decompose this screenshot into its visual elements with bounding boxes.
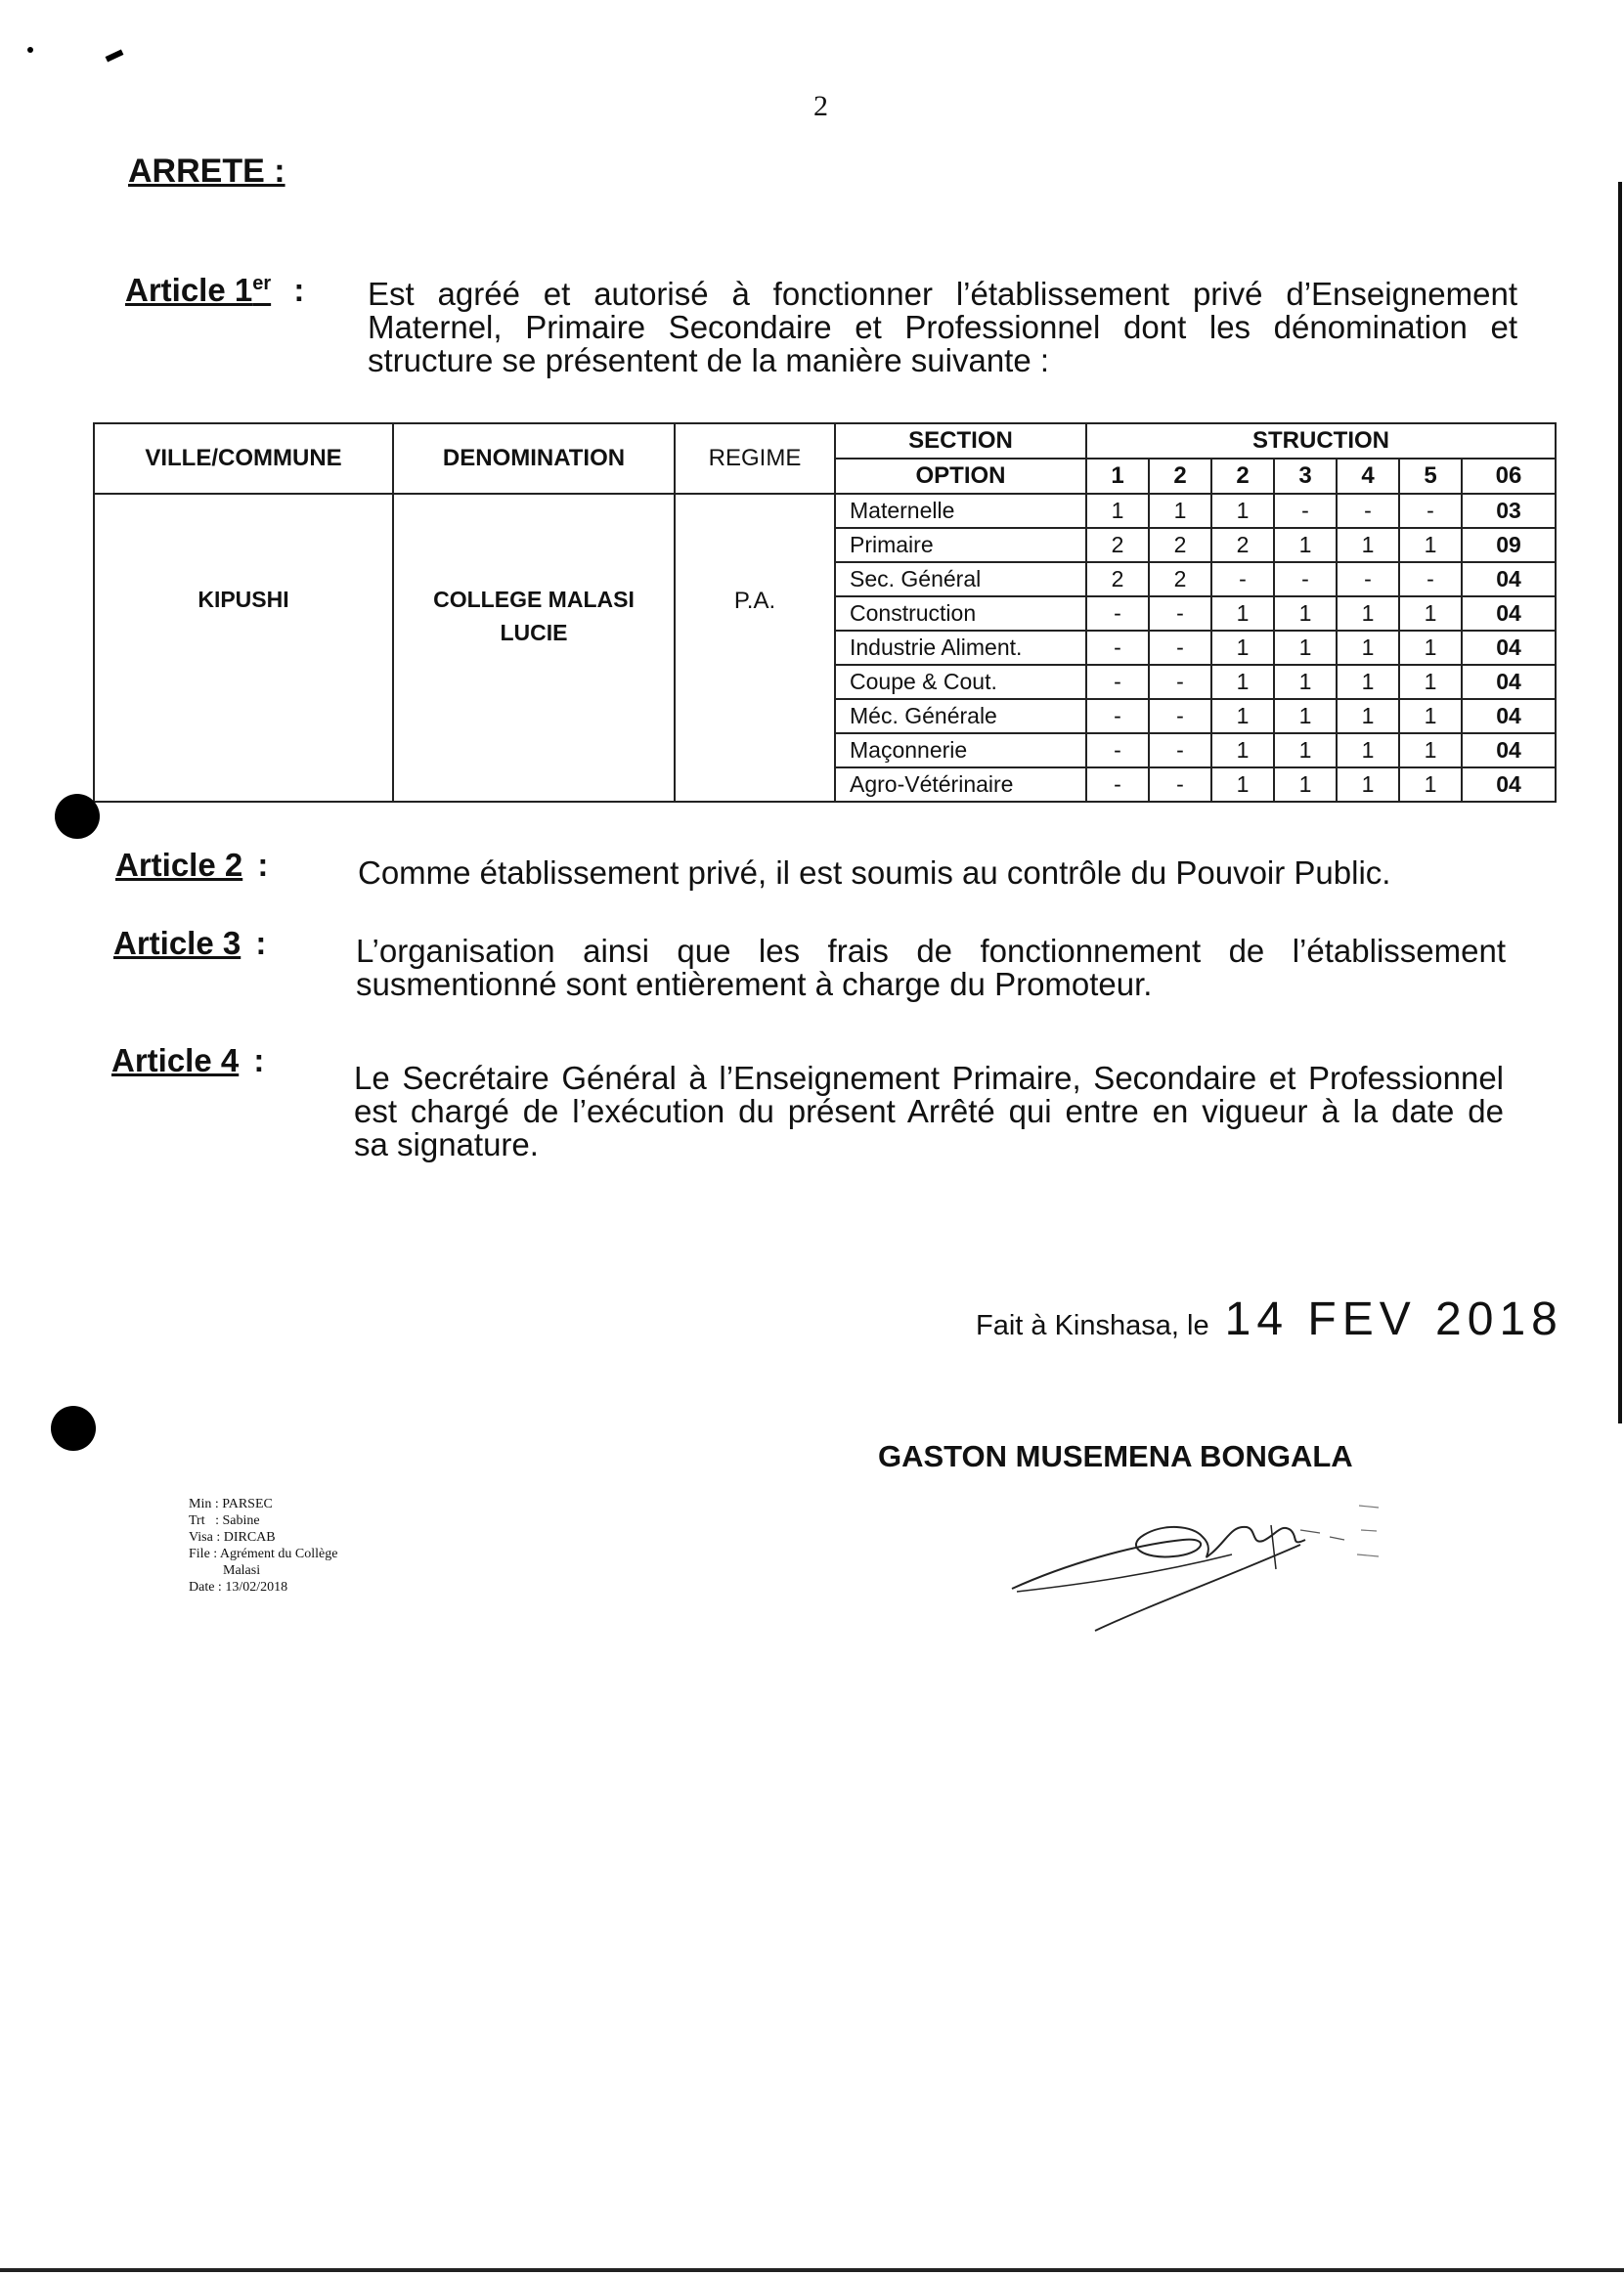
- cell-option: Primaire: [835, 528, 1086, 562]
- date-line: [976, 1292, 1563, 1346]
- cell-option: Industrie Aliment.: [835, 631, 1086, 665]
- footer-line: Visa : DIRCAB: [189, 1530, 276, 1545]
- cell-total: 04: [1462, 767, 1556, 802]
- cell-denomination: [393, 494, 675, 802]
- article-2-text: [358, 856, 1508, 890]
- cell-ville: KIPUSHI: [94, 494, 393, 802]
- article-4-colon: :: [253, 1042, 265, 1078]
- cell-option: Maternelle: [835, 494, 1086, 528]
- punch-hole: [51, 1406, 96, 1451]
- header-col: 06: [1462, 459, 1556, 494]
- cell-value: -: [1211, 562, 1274, 596]
- cell-value: -: [1086, 596, 1149, 631]
- cell-value: 1: [1274, 528, 1337, 562]
- article-1-sup: er: [252, 273, 272, 294]
- cell-option: Maçonnerie: [835, 733, 1086, 767]
- header-option: OPTION: [835, 459, 1086, 494]
- header-ville: VILLE/COMMUNE: [94, 423, 393, 494]
- cell-option: Sec. Général: [835, 562, 1086, 596]
- denomination-line-2: LUCIE: [500, 620, 568, 645]
- footer-references: [189, 1496, 337, 1596]
- cell-value: 1: [1211, 699, 1274, 733]
- cell-option: Agro-Vétérinaire: [835, 767, 1086, 802]
- footer-line: Malasi: [189, 1563, 261, 1578]
- footer-line: Min : PARSEC: [189, 1497, 273, 1511]
- cell-value: 1: [1086, 494, 1149, 528]
- article-1-line-1: Est agréé et autorisé à fonctionner l’établissement privé d’Enseignement: [368, 276, 1517, 312]
- article-2-label-text: Article 2: [115, 847, 243, 883]
- header-denomination: DENOMINATION: [393, 423, 675, 494]
- cell-value: -: [1086, 631, 1149, 665]
- cell-value: 1: [1399, 767, 1462, 802]
- cell-value: 1: [1274, 596, 1337, 631]
- cell-value: 2: [1086, 528, 1149, 562]
- page-bottom-edge: [0, 2268, 1624, 2272]
- cell-value: 1: [1399, 631, 1462, 665]
- header-col: 5: [1399, 459, 1462, 494]
- page-number: 2: [813, 90, 828, 122]
- cell-value: 1: [1274, 631, 1337, 665]
- header-regime: REGIME: [675, 423, 835, 494]
- cell-total: 03: [1462, 494, 1556, 528]
- cell-value: 2: [1086, 562, 1149, 596]
- article-1-line-3: structure se présentent de la manière suivante :: [368, 342, 1050, 378]
- header-col: 4: [1337, 459, 1399, 494]
- signature-image: [1007, 1486, 1418, 1642]
- article-1-line-2: Maternel, Primaire Secondaire et Professionnel dont les dénomination et: [368, 309, 1517, 345]
- article-4-line-1: Le Secrétaire Général à l’Enseignement Primaire, Secondaire et Professionnel: [354, 1060, 1504, 1096]
- structure-table: [93, 422, 1557, 803]
- cell-value: -: [1274, 562, 1337, 596]
- article-4-text: [354, 1062, 1504, 1161]
- cell-value: 2: [1149, 562, 1211, 596]
- cell-value: 1: [1337, 596, 1399, 631]
- cell-value: 1: [1211, 767, 1274, 802]
- cell-value: 1: [1337, 733, 1399, 767]
- article-3-line-1: L’organisation ainsi que les frais de fonctionnement de l’établissement: [356, 933, 1506, 969]
- header-col: 2: [1211, 459, 1274, 494]
- cell-value: -: [1337, 494, 1399, 528]
- footer-line: Date : 13/02/2018: [189, 1580, 288, 1595]
- cell-value: -: [1337, 562, 1399, 596]
- article-2-label: [115, 847, 268, 884]
- cell-total: 04: [1462, 631, 1556, 665]
- cell-value: 1: [1274, 699, 1337, 733]
- cell-value: 2: [1211, 528, 1274, 562]
- cell-total: 04: [1462, 665, 1556, 699]
- cell-value: -: [1399, 562, 1462, 596]
- article-3-line-2: susmentionné sont entièrement à charge du Promoteur.: [356, 966, 1153, 1002]
- table-row: [94, 494, 1556, 528]
- article-3-colon: :: [255, 925, 267, 961]
- footer-line: File : Agrément du Collège: [189, 1547, 338, 1561]
- cell-option: Méc. Générale: [835, 699, 1086, 733]
- cell-value: -: [1149, 596, 1211, 631]
- cell-option: Construction: [835, 596, 1086, 631]
- cell-value: -: [1149, 733, 1211, 767]
- scan-speck: [106, 49, 124, 62]
- article-4-label: [111, 1042, 264, 1079]
- header-col: 1: [1086, 459, 1149, 494]
- cell-value: 1: [1399, 596, 1462, 631]
- cell-value: 1: [1337, 528, 1399, 562]
- cell-value: -: [1086, 733, 1149, 767]
- cell-value: 1: [1399, 733, 1462, 767]
- header-col: 3: [1274, 459, 1337, 494]
- cell-value: -: [1149, 699, 1211, 733]
- date-prefix: Fait à Kinshasa, le: [976, 1310, 1209, 1341]
- cell-value: -: [1274, 494, 1337, 528]
- cell-value: 1: [1211, 733, 1274, 767]
- scan-speck: [27, 47, 33, 53]
- article-1-colon: :: [293, 272, 305, 308]
- cell-value: 1: [1149, 494, 1211, 528]
- article-1-label: [125, 272, 304, 309]
- cell-regime: P.A.: [675, 494, 835, 802]
- punch-hole: [55, 794, 100, 839]
- cell-value: 1: [1274, 733, 1337, 767]
- cell-value: 1: [1399, 665, 1462, 699]
- article-4-label-text: Article 4: [111, 1042, 240, 1078]
- cell-value: -: [1149, 767, 1211, 802]
- cell-total: 09: [1462, 528, 1556, 562]
- cell-total: 04: [1462, 562, 1556, 596]
- denomination-line-1: COLLEGE MALASI: [433, 587, 635, 612]
- page-edge-line: [1618, 182, 1622, 1423]
- article-3-label: [113, 925, 266, 962]
- article-4-line-3: sa signature.: [354, 1126, 539, 1162]
- cell-value: 1: [1211, 665, 1274, 699]
- cell-value: 1: [1274, 767, 1337, 802]
- cell-option: Coupe & Cout.: [835, 665, 1086, 699]
- cell-value: 1: [1399, 699, 1462, 733]
- article-1-text: [368, 278, 1517, 377]
- article-1-label-text: Article 1: [125, 272, 253, 308]
- cell-value: 1: [1337, 699, 1399, 733]
- cell-value: 1: [1211, 494, 1274, 528]
- article-2-line-1: Comme établissement privé, il est soumis au contrôle du Pouvoir Public.: [358, 854, 1391, 891]
- cell-value: 1: [1337, 631, 1399, 665]
- header-section: SECTION: [835, 423, 1086, 459]
- signer-name: GASTON MUSEMENA BONGALA: [878, 1439, 1353, 1473]
- date-stamp: 14 FEV 2018: [1224, 1293, 1563, 1345]
- cell-value: 1: [1337, 665, 1399, 699]
- cell-total: 04: [1462, 699, 1556, 733]
- cell-value: -: [1149, 631, 1211, 665]
- cell-value: 1: [1211, 596, 1274, 631]
- cell-value: -: [1086, 665, 1149, 699]
- article-3-text: [356, 935, 1506, 1001]
- cell-value: 1: [1337, 767, 1399, 802]
- header-struction: STRUCTION: [1086, 423, 1556, 459]
- arrete-heading: ARRETE :: [128, 153, 285, 190]
- cell-total: 04: [1462, 733, 1556, 767]
- cell-value: 1: [1211, 631, 1274, 665]
- cell-total: 04: [1462, 596, 1556, 631]
- cell-value: -: [1086, 699, 1149, 733]
- cell-value: 1: [1274, 665, 1337, 699]
- article-3-label-text: Article 3: [113, 925, 241, 961]
- footer-line: Trt : Sabine: [189, 1513, 260, 1528]
- cell-value: -: [1399, 494, 1462, 528]
- cell-value: 1: [1399, 528, 1462, 562]
- article-4-line-2: est chargé de l’exécution du présent Arrêté qui entre en vigueur à la date de: [354, 1093, 1504, 1129]
- cell-value: -: [1086, 767, 1149, 802]
- cell-value: -: [1149, 665, 1211, 699]
- header-col: 2: [1149, 459, 1211, 494]
- article-2-colon: :: [257, 847, 269, 883]
- cell-value: 2: [1149, 528, 1211, 562]
